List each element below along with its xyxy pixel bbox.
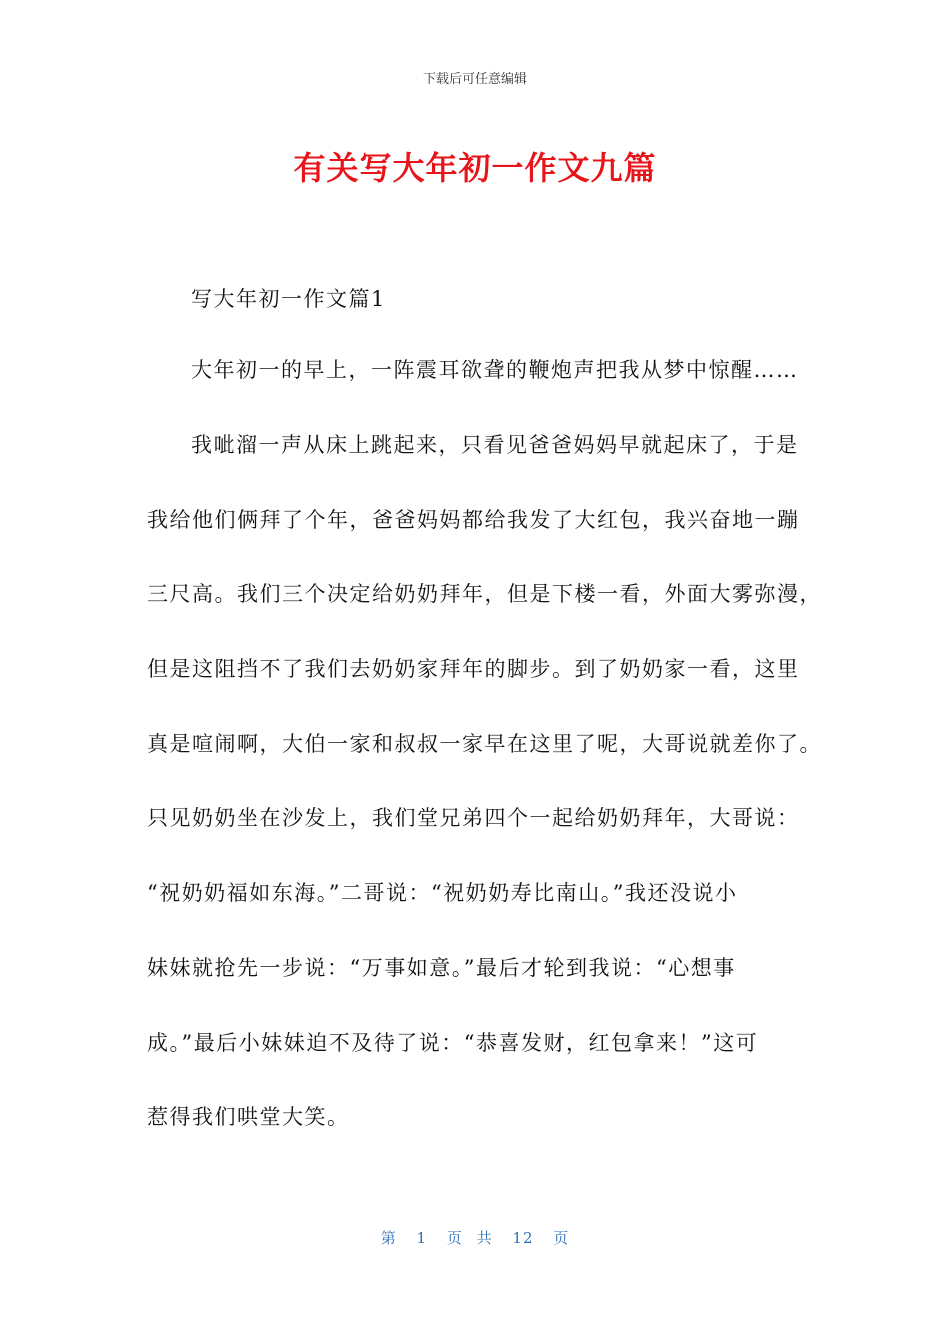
section-heading: 写大年初一作文篇1 xyxy=(191,287,386,311)
paragraph-line: 妹妹就抢先一步说：“万事如意。”最后才轮到我说：“心想事 xyxy=(147,956,736,980)
paragraph-line: “祝奶奶福如东海。”二哥说：“祝奶奶寿比南山。”我还没说小 xyxy=(147,881,738,905)
paragraph-line: 惹得我们哄堂大笑。 xyxy=(147,1105,350,1129)
paragraph-line: 三尺高。我们三个决定给奶奶拜年，但是下楼一看，外面大雾弥漫， xyxy=(147,582,822,606)
paragraph-line: 成。”最后小妹妹迫不及待了说：“恭喜发财，红包拿来！”这可 xyxy=(147,1031,759,1055)
document-title: 有关写大年初一作文九篇 xyxy=(293,149,657,187)
footer-total-label: 共 xyxy=(476,1229,493,1247)
footer-page-label: 第 xyxy=(380,1229,397,1247)
footer-page-unit: 页 xyxy=(446,1229,463,1247)
footer-total-unit: 页 xyxy=(553,1229,570,1247)
paragraph-line: 但是这阻挡不了我们去奶奶家拜年的脚步。到了奶奶家一看，这里 xyxy=(147,657,800,681)
paragraph-line: 大年初一的早上，一阵震耳欲聋的鞭炮声把我从梦中惊醒…… xyxy=(191,358,799,382)
paragraph-line: 真是喧闹啊，大伯一家和叔叔一家早在这里了呢，大哥说就差你了。 xyxy=(147,732,822,756)
paragraph-line: 我呲溜一声从床上跳起来，只看见爸爸妈妈早就起床了，于是 xyxy=(191,433,799,457)
footer-page-number: 1 xyxy=(416,1229,428,1247)
page-footer xyxy=(0,1227,950,1248)
footer-total-pages: 12 xyxy=(512,1229,534,1247)
paragraph-line: 我给他们俩拜了个年，爸爸妈妈都给我发了大红包，我兴奋地一蹦 xyxy=(147,508,800,532)
page-header-note: 下载后可任意编辑 xyxy=(422,72,527,87)
paragraph-line: 只见奶奶坐在沙发上，我们堂兄弟四个一起给奶奶拜年，大哥说： xyxy=(147,806,800,830)
